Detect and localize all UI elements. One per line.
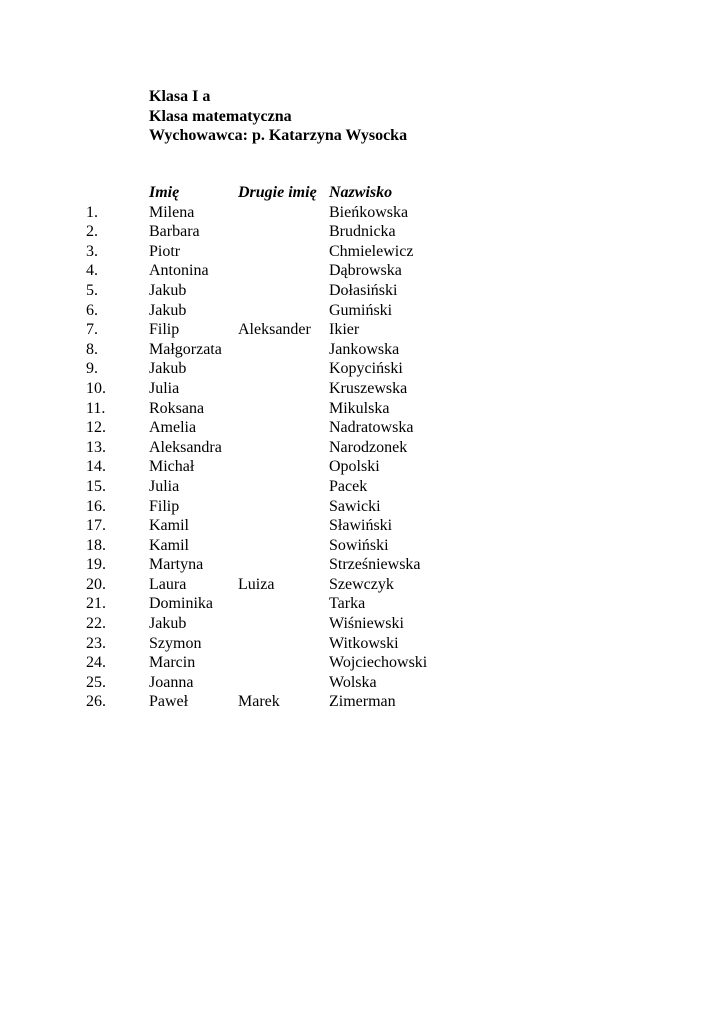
first-name: Jakub <box>149 360 187 378</box>
last-name: Sowiński <box>329 536 389 554</box>
first-name: Dominika <box>149 595 213 613</box>
second-name: Aleksander <box>238 321 311 339</box>
student-rows <box>0 203 725 712</box>
first-name: Barbara <box>149 223 200 241</box>
document-header <box>149 87 407 146</box>
column-header-last-name: Nazwisko <box>329 184 393 201</box>
row-number: 1. <box>86 203 98 221</box>
last-name: Wiśniewski <box>329 615 404 633</box>
table-row <box>0 614 725 634</box>
row-number: 10. <box>86 379 106 397</box>
class-name: Klasa I a <box>149 88 211 105</box>
first-name: Amelia <box>149 419 197 437</box>
last-name: Zimerman <box>329 693 396 711</box>
second-name: Luiza <box>238 575 275 593</box>
first-name: Kamil <box>149 536 189 554</box>
table-row <box>0 281 725 301</box>
table-row <box>0 555 725 575</box>
first-name: Marcin <box>149 654 196 672</box>
column-header-first-name: Imię <box>149 184 180 201</box>
table-row <box>0 320 725 340</box>
table-row <box>0 359 725 379</box>
first-name: Roksana <box>149 399 205 417</box>
first-name: Jakub <box>149 615 187 633</box>
table-row <box>0 497 725 517</box>
table-row <box>0 653 725 673</box>
row-number: 24. <box>86 654 106 672</box>
row-number: 14. <box>86 458 106 476</box>
last-name: Witkowski <box>329 634 399 652</box>
first-name: Laura <box>149 575 187 593</box>
row-number: 8. <box>86 340 98 358</box>
last-name: Dąbrowska <box>329 262 402 280</box>
class-profile: Klasa matematyczna <box>149 107 292 125</box>
first-name: Piotr <box>149 242 181 260</box>
row-number: 15. <box>86 477 106 495</box>
last-name: Dołasiński <box>329 281 398 299</box>
table-row <box>0 634 725 654</box>
row-number: 20. <box>86 575 106 593</box>
row-number: 19. <box>86 556 106 574</box>
column-header-second-name: Drugie imię <box>238 184 317 201</box>
first-name: Kamil <box>149 517 189 535</box>
table-row <box>0 222 725 242</box>
table-row <box>0 301 725 321</box>
first-name: Szymon <box>149 634 202 652</box>
row-number: 4. <box>86 262 98 280</box>
last-name: Szewczyk <box>329 575 394 593</box>
table-row <box>0 692 725 712</box>
second-name: Marek <box>238 693 280 711</box>
row-number: 12. <box>86 419 106 437</box>
table-row <box>0 418 725 438</box>
last-name: Narodzonek <box>329 438 408 456</box>
row-number: 17. <box>86 517 106 535</box>
table-row <box>0 477 725 497</box>
last-name: Brudnicka <box>329 223 396 241</box>
last-name: Ikier <box>329 321 360 339</box>
table-row <box>0 340 725 360</box>
table-row <box>0 516 725 536</box>
last-name: Opolski <box>329 458 380 476</box>
row-number: 7. <box>86 321 98 339</box>
row-number: 25. <box>86 673 106 691</box>
row-number: 6. <box>86 301 98 319</box>
last-name: Chmielewicz <box>329 242 414 260</box>
last-name: Wojciechowski <box>329 654 428 672</box>
table-row <box>0 203 725 223</box>
first-name: Filip <box>149 497 180 515</box>
last-name: Tarka <box>329 595 366 613</box>
first-name: Jakub <box>149 301 187 319</box>
table-row <box>0 536 725 556</box>
student-list-header <box>0 183 725 203</box>
table-row <box>0 594 725 614</box>
table-row <box>0 575 725 595</box>
row-number: 13. <box>86 438 106 456</box>
last-name: Mikulska <box>329 399 390 417</box>
table-row <box>0 399 725 419</box>
last-name: Jankowska <box>329 340 400 358</box>
last-name: Sawicki <box>329 497 381 515</box>
last-name: Sławiński <box>329 517 393 535</box>
last-name: Nadratowska <box>329 419 414 437</box>
tutor-name: Wychowawca: p. Katarzyna Wysocka <box>149 127 408 145</box>
table-row <box>0 261 725 281</box>
first-name: Filip <box>149 321 180 339</box>
row-number: 9. <box>86 360 98 378</box>
first-name: Paweł <box>149 693 189 711</box>
last-name: Kopyciński <box>329 360 403 378</box>
first-name: Małgorzata <box>149 340 222 358</box>
row-number: 16. <box>86 497 106 515</box>
row-number: 11. <box>86 399 106 417</box>
first-name: Joanna <box>149 673 194 691</box>
first-name: Milena <box>149 203 195 221</box>
row-number: 2. <box>86 223 98 241</box>
last-name: Bieńkowska <box>329 203 409 221</box>
first-name: Antonina <box>149 262 209 280</box>
table-row <box>0 242 725 262</box>
first-name: Julia <box>149 379 180 397</box>
first-name: Aleksandra <box>149 438 222 456</box>
row-number: 22. <box>86 615 106 633</box>
row-number: 26. <box>86 693 106 711</box>
table-row <box>0 673 725 693</box>
table-row <box>0 379 725 399</box>
last-name: Kruszewska <box>329 379 408 397</box>
table-row <box>0 438 725 458</box>
first-name: Julia <box>149 477 180 495</box>
row-number: 21. <box>86 595 106 613</box>
table-row <box>0 457 725 477</box>
first-name: Martyna <box>149 556 204 574</box>
first-name: Jakub <box>149 281 187 299</box>
last-name: Gumiński <box>329 301 393 319</box>
last-name: Wolska <box>329 673 377 691</box>
last-name: Pacek <box>329 477 368 495</box>
row-number: 18. <box>86 536 106 554</box>
row-number: 3. <box>86 242 98 260</box>
first-name: Michał <box>149 458 195 476</box>
last-name: Strześniewska <box>329 556 421 574</box>
row-number: 5. <box>86 281 98 299</box>
student-list <box>0 183 725 712</box>
row-number: 23. <box>86 634 106 652</box>
